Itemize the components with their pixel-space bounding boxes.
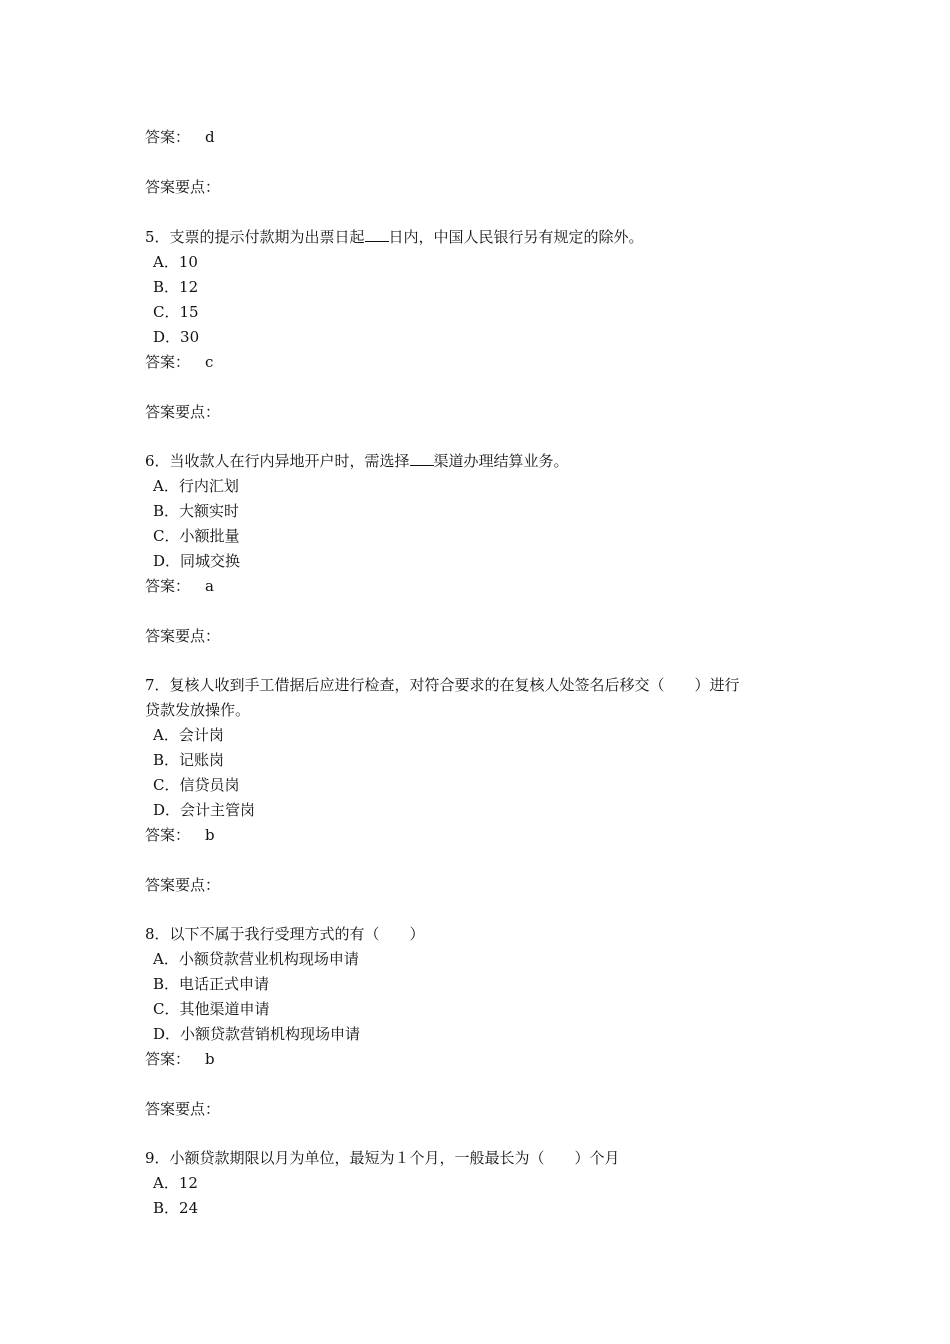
option-a: A．会计岗: [153, 726, 224, 744]
question-stem: 9．小额贷款期限以月为单位，最短为１个月，一般最长为（ ）个月: [145, 1149, 620, 1167]
question-stem: 8．以下不属于我行受理方式的有（ ）: [145, 925, 425, 943]
option-b: B．24: [153, 1199, 199, 1217]
option-a: A．行内汇划: [153, 477, 239, 495]
fill-blank: [365, 227, 389, 242]
answer-line: [145, 824, 215, 846]
answer-value: d: [205, 128, 215, 146]
option-d: D．同城交换: [153, 552, 241, 570]
answer-label: 答案：: [145, 128, 191, 146]
answer-line: [145, 1048, 215, 1070]
option-b: B．电话正式申请: [153, 975, 270, 993]
option-a: A．小额贷款营业机构现场申请: [153, 950, 359, 968]
fill-blank: [410, 451, 434, 466]
question-stem: 5．支票的提示付款期为出票日起 日内，中国人民银行另有规定的除外。: [145, 228, 644, 246]
answer-line: [145, 126, 215, 148]
answer-value: b: [205, 1050, 215, 1068]
option-d: D．30: [153, 328, 200, 346]
option-c: C．其他渠道申请: [153, 1000, 270, 1018]
key-points-label: 答案要点：: [145, 403, 221, 421]
answer-label: 答案：: [145, 826, 191, 844]
answer-label: 答案：: [145, 577, 191, 595]
option-b: B．大额实时: [153, 502, 240, 520]
option-a: A．10: [153, 253, 198, 271]
option-a: A．12: [153, 1174, 198, 1192]
answer-line: [145, 575, 214, 597]
option-c: C．15: [153, 303, 199, 321]
answer-line: [145, 351, 213, 373]
question-stem: 7．复核人收到手工借据后应进行检查，对符合要求的在复核人处签名后移交（ ）进行: [145, 676, 740, 694]
option-d: D．会计主管岗: [153, 801, 256, 819]
key-points-label: 答案要点：: [145, 876, 221, 894]
option-d: D．小额贷款营销机构现场申请: [153, 1025, 361, 1043]
answer-value: c: [205, 353, 214, 371]
option-b: B．12: [153, 278, 199, 296]
question-stem: 6．当收款人在行内异地开户时，需选择 渠道办理结算业务。: [145, 452, 569, 470]
key-points-label: 答案要点：: [145, 178, 221, 196]
option-b: B．记账岗: [153, 751, 225, 769]
answer-label: 答案：: [145, 1050, 191, 1068]
question-stem-continued: 贷款发放操作。: [145, 701, 251, 719]
key-points-label: 答案要点：: [145, 1100, 221, 1118]
answer-value: b: [205, 826, 215, 844]
option-c: C．小额批量: [153, 527, 240, 545]
option-c: C．信贷员岗: [153, 776, 240, 794]
answer-label: 答案：: [145, 353, 191, 371]
answer-value: a: [205, 577, 214, 595]
key-points-label: 答案要点：: [145, 627, 221, 645]
